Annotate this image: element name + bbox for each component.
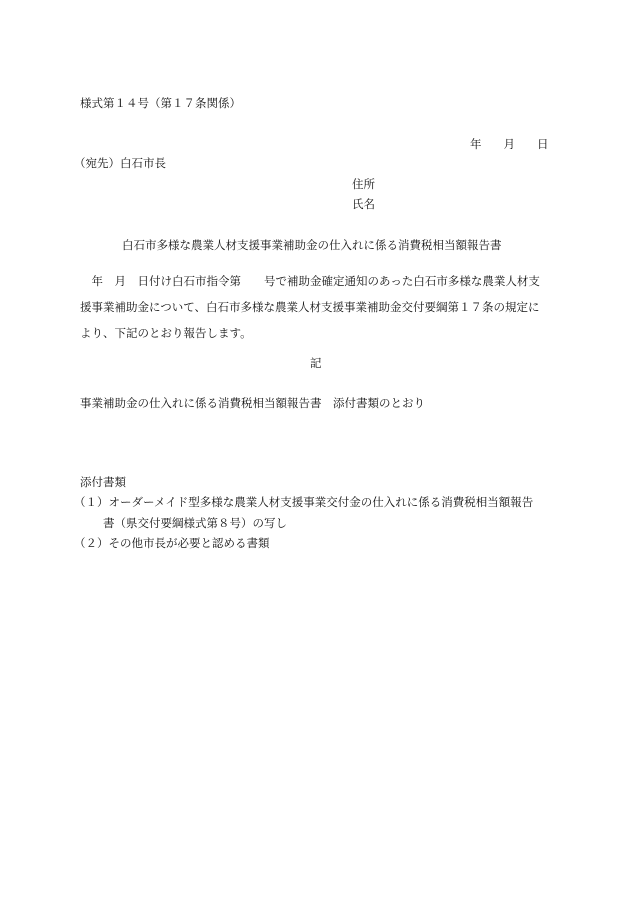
attachment-item-2: （２）その他市長が必要と認める書類 bbox=[74, 536, 270, 550]
address-label: 住所 bbox=[352, 177, 375, 191]
date-month: 月 bbox=[503, 137, 515, 151]
name-label: 氏名 bbox=[352, 197, 375, 211]
addressee: （宛先）白石市長 bbox=[74, 156, 166, 170]
date-year: 年 bbox=[470, 137, 482, 151]
date-day: 日 bbox=[537, 137, 549, 151]
form-number: 様式第１４号（第１７条関係） bbox=[80, 96, 241, 110]
body-line: 年 月 日付け白石市指令第 号で補助金確定通知のあった白石市多様な農業人材支 bbox=[80, 274, 540, 288]
attachment-item-1: （１）オーダーメイド型多様な農業人材支援事業交付金の仕入れに係る消費税相当額報告 bbox=[74, 495, 534, 509]
ki-heading: 記 bbox=[310, 356, 322, 370]
body-line: より、下記のとおり報告します。 bbox=[80, 326, 252, 340]
attachment-item-1-continued: 書（県交付要綱様式第８号）の写し bbox=[103, 516, 287, 530]
body-paragraph bbox=[80, 268, 555, 346]
document-title: 白石市多様な農業人材支援事業補助金の仕入れに係る消費税相当額報告書 bbox=[122, 238, 502, 252]
body-line: 援事業補助金について、白石市多様な農業人材支援事業補助金交付要綱第１７条の規定に bbox=[80, 300, 540, 314]
date-line bbox=[470, 139, 549, 151]
report-item: 事業補助金の仕入れに係る消費税相当額報告書 添付書類のとおり bbox=[80, 396, 425, 410]
attachments-heading: 添付書類 bbox=[80, 475, 126, 489]
